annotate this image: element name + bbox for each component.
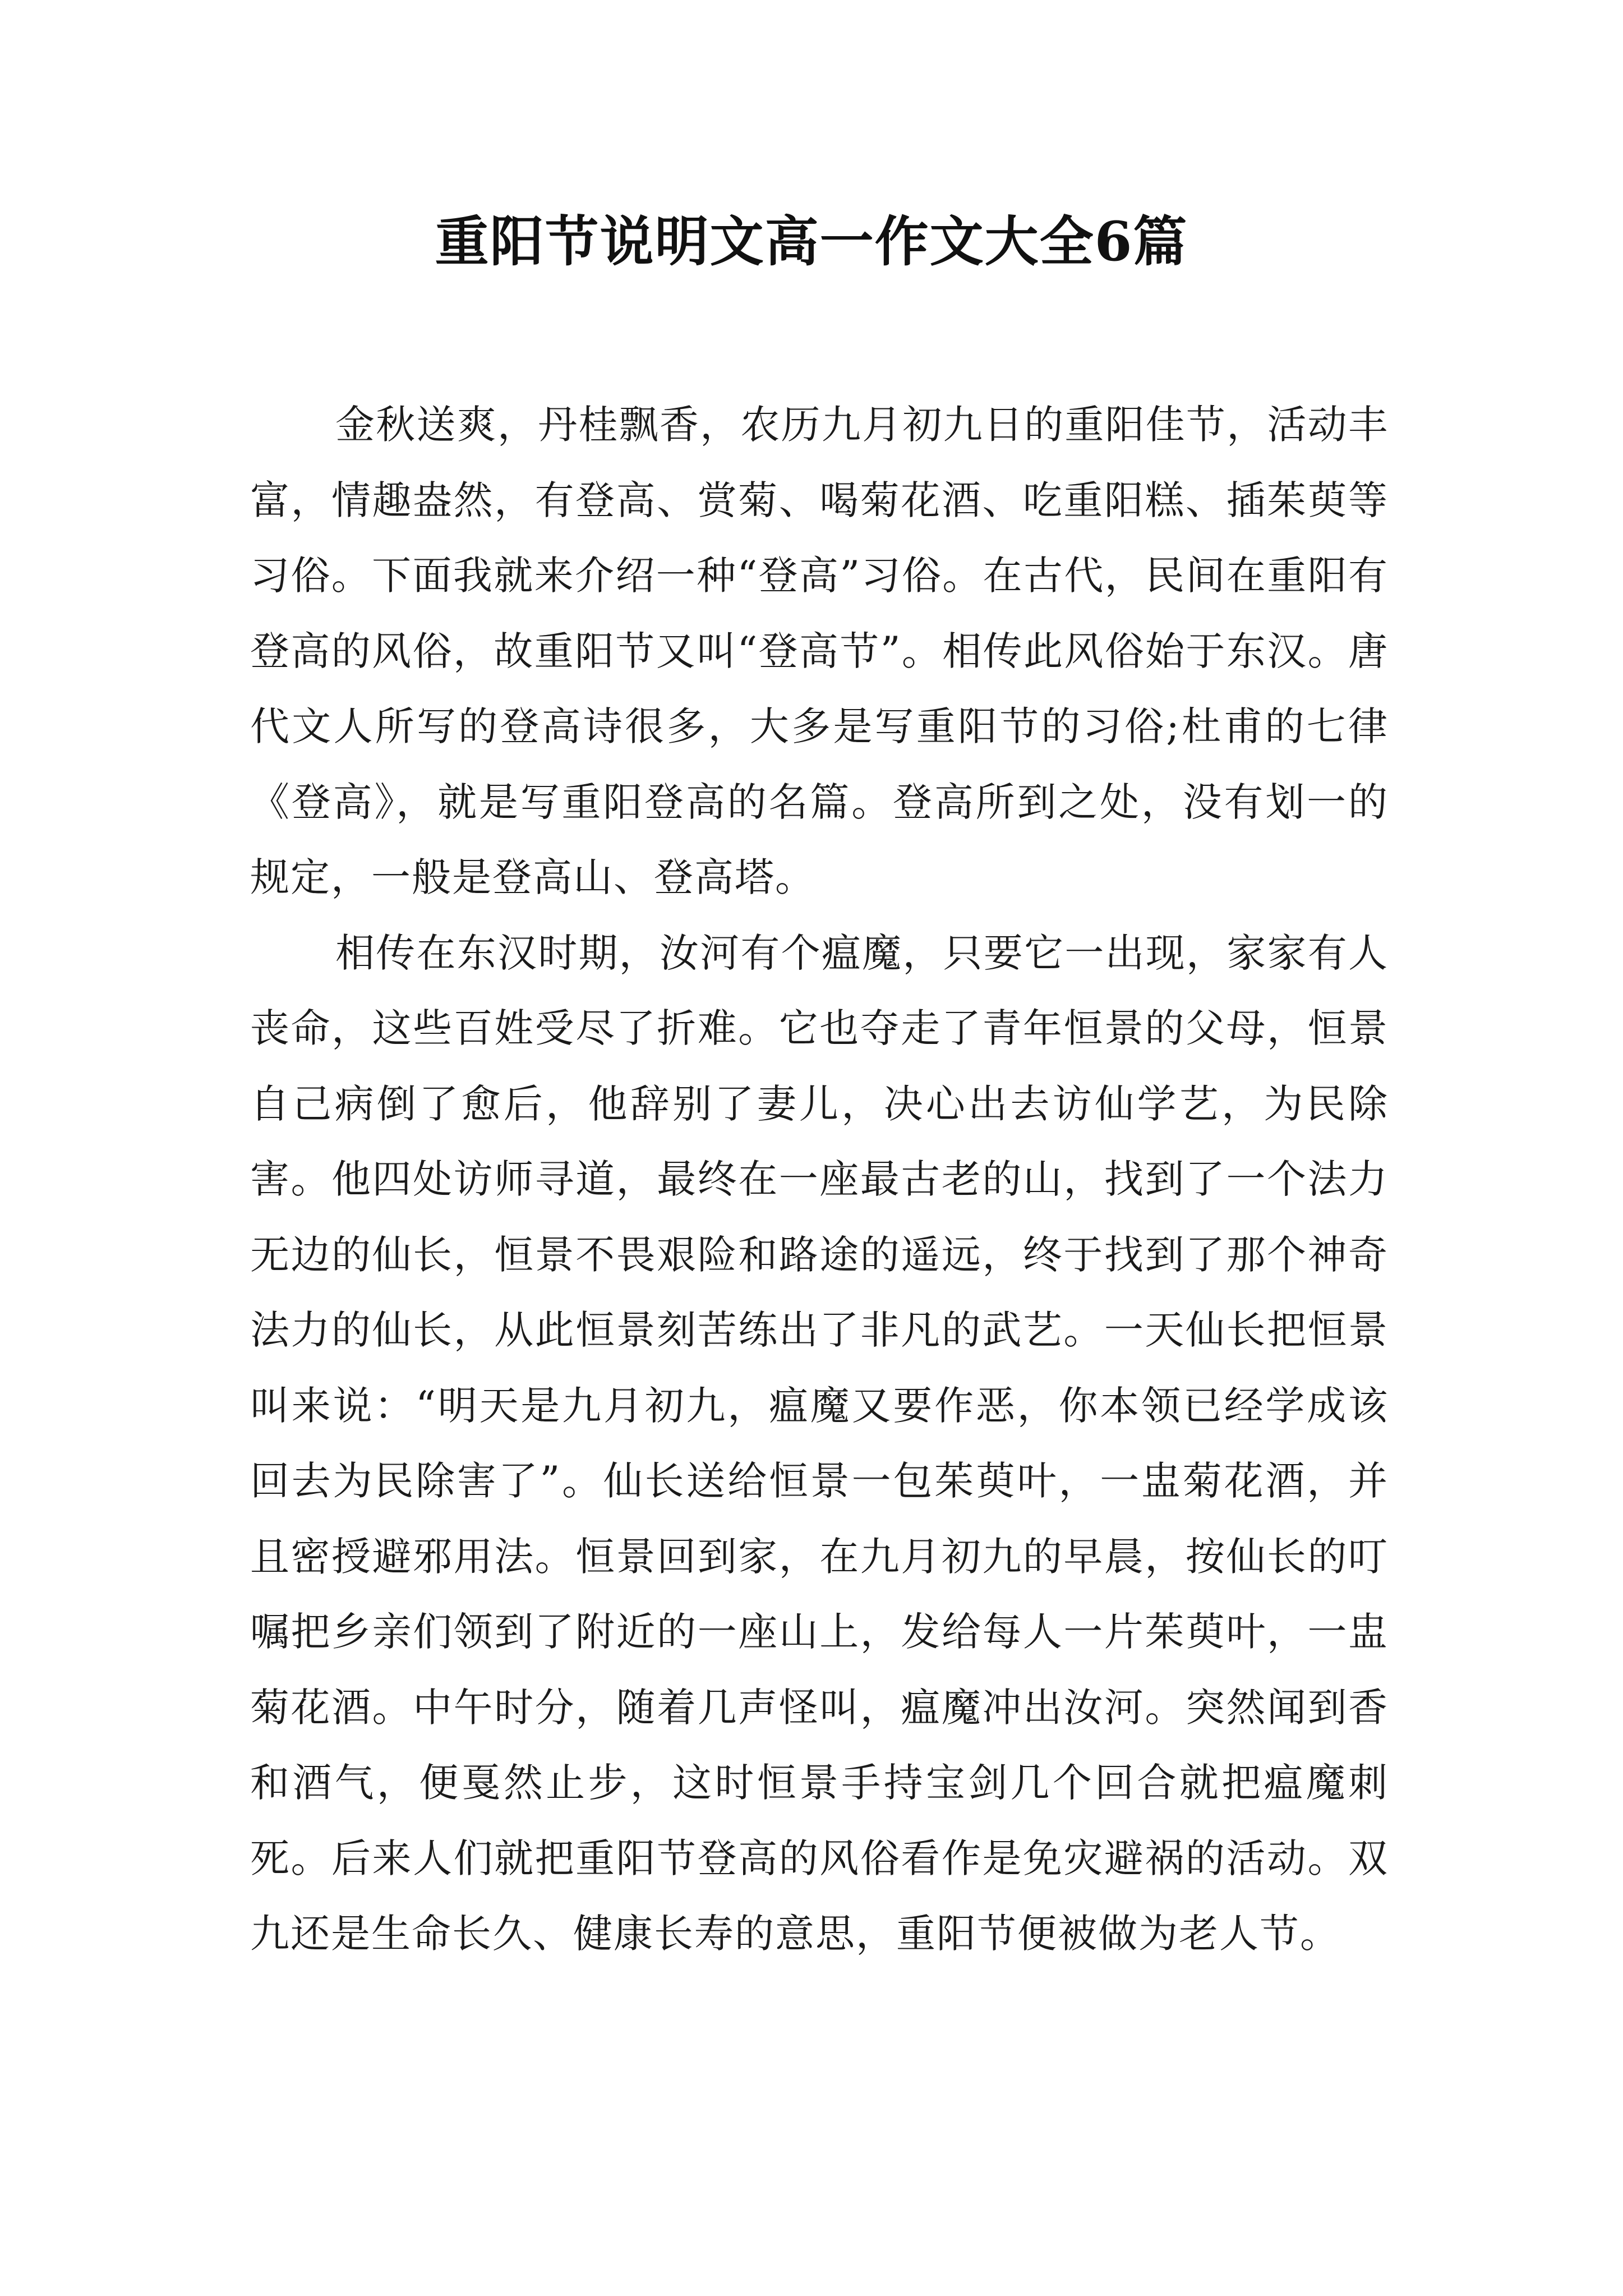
document-title: 重阳节说明文高一作文大全6篇 — [435, 210, 1188, 273]
document-body — [250, 387, 1389, 1972]
paragraph-1: 金秋送爽，丹桂飘香，农历九月初九日的重阳佳节，活动丰富，情趣盎然，有登高、赏菊、喝菊花酒、吃重阳糕、插茱萸等习俗。下面我就来介绍一种“登高”习俗。在古代，民间在重阳有登高的风俗，故重阳节又叫“登高节”。相传此风俗始于东汉。唐代文人所写的登高诗很多，大多是写重阳节的习俗;杜甫的七律《登高》，就是写重阳登高的名篇。登高所到之处，没有划一的规定，一般是登高山、登高塔。 — [250, 402, 1389, 900]
paragraph-2: 相传在东汉时期，汝河有个瘟魔，只要它一出现，家家有人丧命，这些百姓受尽了折难。它也夺走了青年恒景的父母，恒景自己病倒了愈后，他辞别了妻儿，决心出去访仙学艺，为民除害。他四处访师寻道，最终在一座最古老的山，找到了一个法力无边的仙长，恒景不畏艰险和路途的遥远，终于找到了那个神奇法力的仙长，从此恒景刻苦练出了非凡的武艺。一天仙长把恒景叫来说：“明天是九月初九，瘟魔又要作恶，你本领已经学成该回去为民除害了”。仙长送给恒景一包茱萸叶，一盅菊花酒，并且密授避邪用法。恒景回到家，在九月初九的早晨，按仙长的叮嘱把乡亲们领到了附近的一座山上，发给每人一片茱萸叶，一盅菊花酒。中午时分，随着几声怪叫，瘟魔冲出汝河。突然闻到香和酒气，便戛然止步，这时恒景手持宝剑几个回合就把瘟魔刺死。后来人们就把重阳节登高的风俗看作是免灾避祸的活动。双九还是生命长久、健康长寿的意思，重阳节便被做为老人节。 — [250, 930, 1389, 1957]
